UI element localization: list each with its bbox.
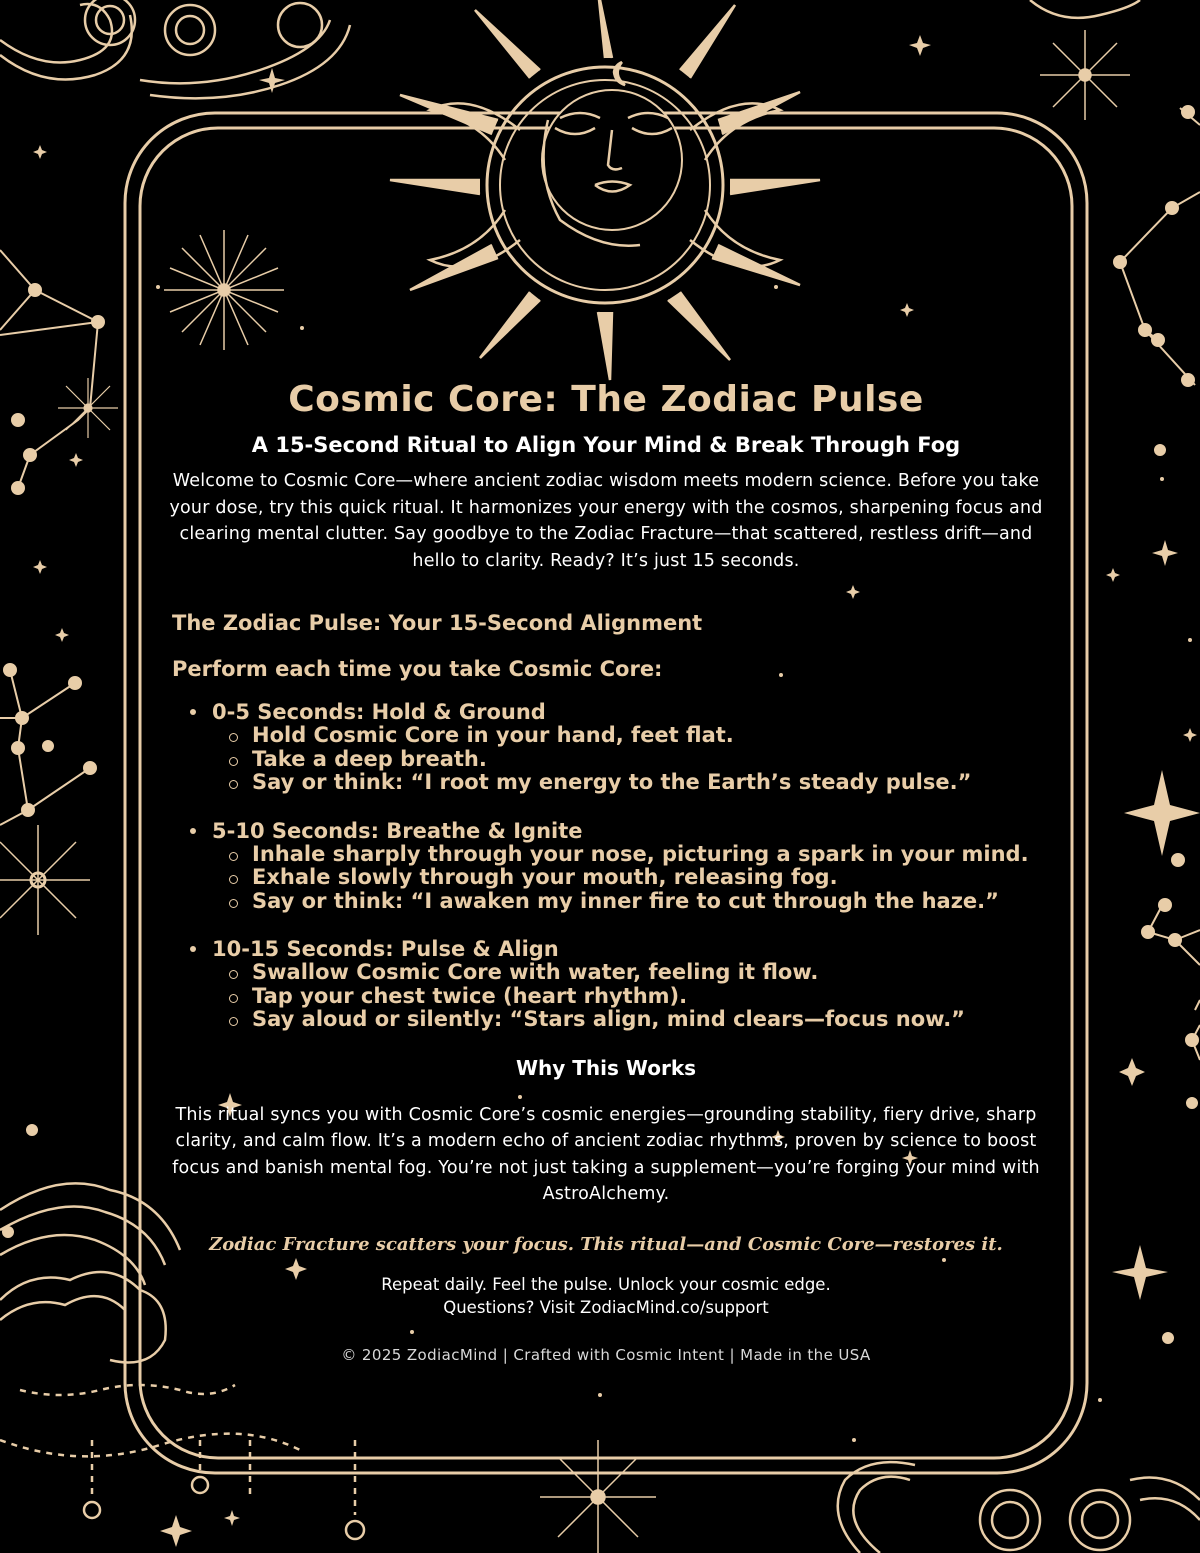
step-item: Say aloud or silently: “Stars align, mind clears—focus now.” bbox=[172, 1008, 1062, 1032]
footer-copyright: © 2025 ZodiacMind | Crafted with Cosmic Intent | Made in the USA bbox=[341, 1345, 871, 1364]
cloud-swirl-icon bbox=[838, 1462, 1200, 1553]
step-item: Swallow Cosmic Core with water, feeling it flow. bbox=[172, 961, 1062, 985]
step-item: Say or think: “I awaken my inner fire to cut through the haze.” bbox=[172, 890, 1062, 914]
step-item: Hold Cosmic Core in your hand, feet flat. bbox=[172, 724, 1062, 748]
step-title: 0-5 Seconds: Hold & Ground bbox=[172, 700, 1062, 724]
step-item: Take a deep breath. bbox=[172, 748, 1062, 772]
cloud-swirl-icon bbox=[0, 0, 350, 98]
sun-face-icon bbox=[390, 0, 820, 380]
step-items bbox=[172, 724, 1062, 795]
constellation-icon bbox=[1114, 106, 1200, 866]
ritual-step-3 bbox=[172, 937, 1062, 1032]
closing-text bbox=[150, 1273, 1062, 1319]
cloud-swirl-icon bbox=[1030, 0, 1140, 18]
step-item: Say or think: “I root my energy to the Earth’s steady pulse.” bbox=[172, 771, 1062, 795]
starburst-icon bbox=[1040, 30, 1130, 120]
constellation-icon bbox=[1142, 899, 1200, 1343]
step-item: Tap your chest twice (heart rhythm). bbox=[172, 985, 1062, 1009]
why-heading: Why This Works bbox=[515, 1055, 697, 1080]
ritual-heading: The Zodiac Pulse: Your 15-Second Alignment bbox=[172, 611, 703, 635]
step-item: Exhale slowly through your mouth, releasing fog. bbox=[172, 866, 1062, 890]
ritual-step-2 bbox=[172, 819, 1062, 914]
page-title: Cosmic Core: The Zodiac Pulse bbox=[288, 379, 924, 420]
why-paragraph: This ritual syncs you with Cosmic Core’s cosmic energies—grounding stability, fiery drive, sharp clarity, and calm flow. It’s a modern echo of ancient zodiac rhythms, proven by science to boost focus and banish mental fog. You’re not just taking a supplement—you’re forging your mind with AstroAlchemy. bbox=[172, 1104, 1040, 1204]
step-item: Inhale sharply through your nose, picturing a spark in your mind. bbox=[172, 843, 1062, 867]
intro-paragraph: Welcome to Cosmic Core—where ancient zodiac wisdom meets modern science. Before you take your dose, try this quick ritual. It harmonizes your energy with the cosmos, sharpening focus and clearing mental clutter. Say goodbye to the Zodiac Fracture—that scattered, restless drift—and hello to clarity. Ready? It’s just 15 seconds. bbox=[169, 471, 1043, 571]
ritual-step-1 bbox=[172, 700, 1062, 795]
starburst-icon bbox=[164, 230, 284, 350]
step-title: 5-10 Seconds: Breathe & Ignite bbox=[172, 819, 1062, 843]
support-link[interactable]: Questions? Visit ZodiacMind.co/support bbox=[443, 1297, 769, 1317]
constellation-icon bbox=[0, 250, 104, 494]
constellation-icon bbox=[0, 664, 96, 1237]
step-items bbox=[172, 961, 1062, 1032]
ritual-instruction: Perform each time you take Cosmic Core: bbox=[172, 657, 663, 681]
main-content bbox=[150, 378, 1062, 1364]
starburst-icon bbox=[0, 825, 90, 935]
closing-line: Repeat daily. Feel the pulse. Unlock your cosmic edge. bbox=[381, 1274, 831, 1294]
ritual-section bbox=[172, 608, 1062, 1032]
ritual-steps bbox=[172, 700, 1062, 1032]
tagline-quote: Zodiac Fracture scatters your focus. This ritual—and Cosmic Core—restores it. bbox=[209, 1233, 1003, 1255]
step-items bbox=[172, 843, 1062, 914]
page-subtitle: A 15-Second Ritual to Align Your Mind & Break Through Fog bbox=[251, 433, 961, 457]
step-title: 10-15 Seconds: Pulse & Align bbox=[172, 937, 1062, 961]
